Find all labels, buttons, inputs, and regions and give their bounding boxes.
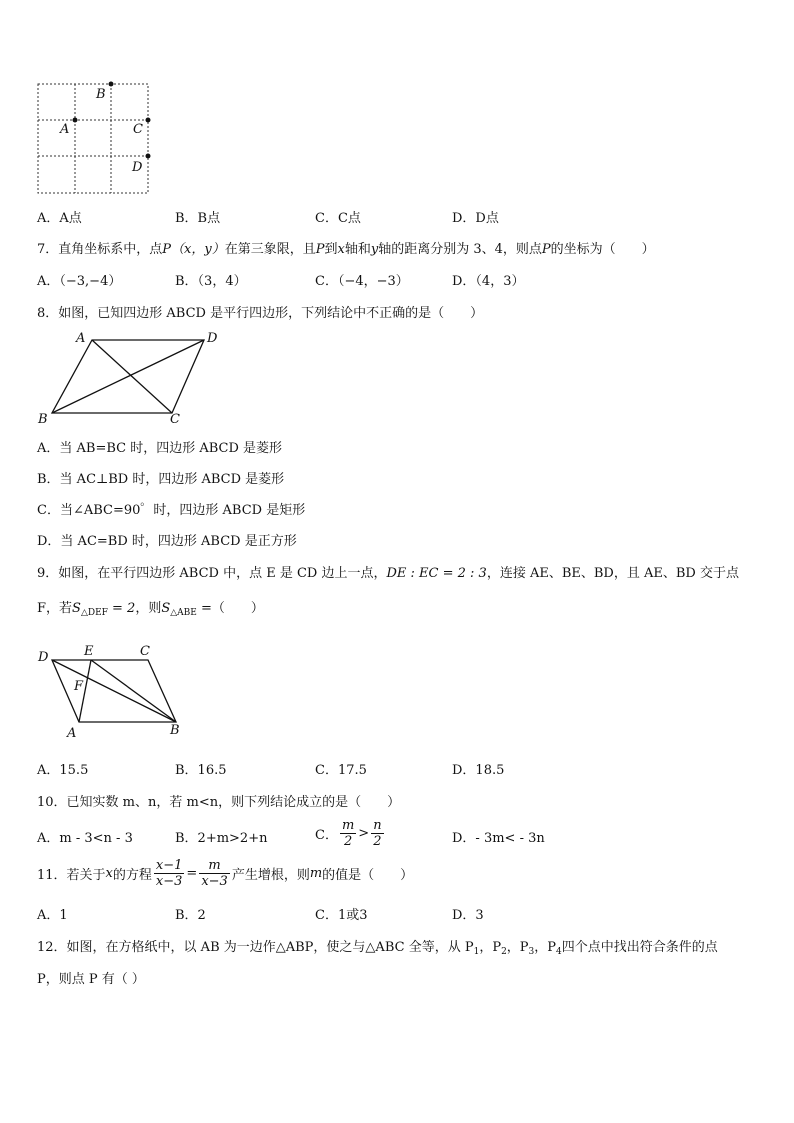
q12-stem-line2: P，则点 P 有（ ） <box>37 972 145 987</box>
q10-option-b: B．2+m>2+n <box>175 831 268 846</box>
label-c: C <box>133 122 143 137</box>
q8-option-d: D．当 AC=BD 时，四边形 ABCD 是正方形 <box>37 534 297 549</box>
label-b: B <box>96 87 106 102</box>
q8-option-a: A．当 AB=BC 时，四边形 ABCD 是菱形 <box>37 441 283 456</box>
q9-option-d: D．18.5 <box>452 763 505 778</box>
q11-option-d: D．3 <box>452 908 484 923</box>
q7-option-a: A．（−3,−4） <box>37 274 122 289</box>
q10-option-c: C． $\frac{m}{2}$ > $\frac{n}{2}$ <box>315 818 382 849</box>
q8-option-b: B．当 AC⊥BD 时，四边形 ABCD 是菱形 <box>37 472 285 487</box>
q10-option-a: A．m - 3<n - 3 <box>37 831 133 846</box>
q6-option-c: C．C点 <box>315 211 361 226</box>
q8-label-b: B <box>38 412 48 427</box>
q9-parallelogram-figure <box>34 642 194 742</box>
label-d: D <box>132 160 143 175</box>
q9-label-c: C <box>140 644 150 659</box>
q10-stem: 10．已知实数 m、n，若 m<n，则下列结论成立的是（ ） <box>37 795 401 810</box>
q6-option-d: D．D点 <box>452 211 499 226</box>
q8-parallelogram-figure <box>34 328 234 428</box>
q8-option-c: C．当∠ABC=90゜时，四边形 ABCD 是矩形 <box>37 503 306 518</box>
q8-label-a: A <box>76 331 86 346</box>
label-a: A <box>60 122 70 137</box>
q12-stem-line1: 12．如图，在方格纸中，以 AB 为一边作△ABP，使之与△ABC 全等，从 $P_1$，$P_2$，$P_3$，$P_4$四个点中找出符合条件的点 <box>37 940 718 957</box>
q10-option-d: D．- 3m< - 3n <box>452 831 545 846</box>
q8-label-c: C <box>170 412 180 427</box>
q7-option-c: C．（−4，−3） <box>315 274 409 289</box>
q7-option-d: D．（4，3） <box>452 274 525 289</box>
q9-label-f: F <box>74 679 84 694</box>
q9-label-e: E <box>84 644 94 659</box>
q9-option-b: B．16.5 <box>175 763 227 778</box>
q11-stem: 11．若关于x的方程 $\frac{x-1}{x-3}$ = $\frac{m}{x-3}$ 产生增根，则m的值是（ ） <box>37 858 414 889</box>
q6-option-a: A．A点 <box>37 211 82 226</box>
q9-label-d: D <box>38 650 49 665</box>
point-a <box>73 118 78 123</box>
q11-option-b: B．2 <box>175 908 206 923</box>
q6-option-b: B．B点 <box>175 211 221 226</box>
q8-label-d: D <box>207 331 218 346</box>
q9-option-a: A．15.5 <box>37 763 89 778</box>
q9-label-a: A <box>67 726 77 741</box>
q9-stem-line2: F，若$S_{\triangle DEF} = 2$，则$S_{\triangle ABE}$ =（ ） <box>37 601 264 618</box>
point-b <box>109 82 114 87</box>
q8-stem: 8．如图，已知四边形 ABCD 是平行四边形，下列结论中不正确的是（ ） <box>37 306 484 321</box>
point-c <box>146 118 151 123</box>
q9-option-c: C．17.5 <box>315 763 367 778</box>
point-d <box>146 154 151 159</box>
q7-stem: 7．直角坐标系中，点P（x，y）在第三象限，且P到x轴和y轴的距离分别为 3、4，则点P的坐标为（ ） <box>37 242 655 257</box>
q9-stem-line1: 9．如图，在平行四边形 ABCD 中，点 E 是 CD 边上一点，DE : EC = 2 : 3，连接 AE、BE、BD，且 AE、BD 交于点 <box>37 566 739 581</box>
q11-option-c: C．1或3 <box>315 908 368 923</box>
q6-grid-figure <box>30 76 160 201</box>
q9-label-b: B <box>170 723 180 738</box>
q11-option-a: A．1 <box>37 908 68 923</box>
q7-option-b: B．（3，4） <box>175 274 247 289</box>
